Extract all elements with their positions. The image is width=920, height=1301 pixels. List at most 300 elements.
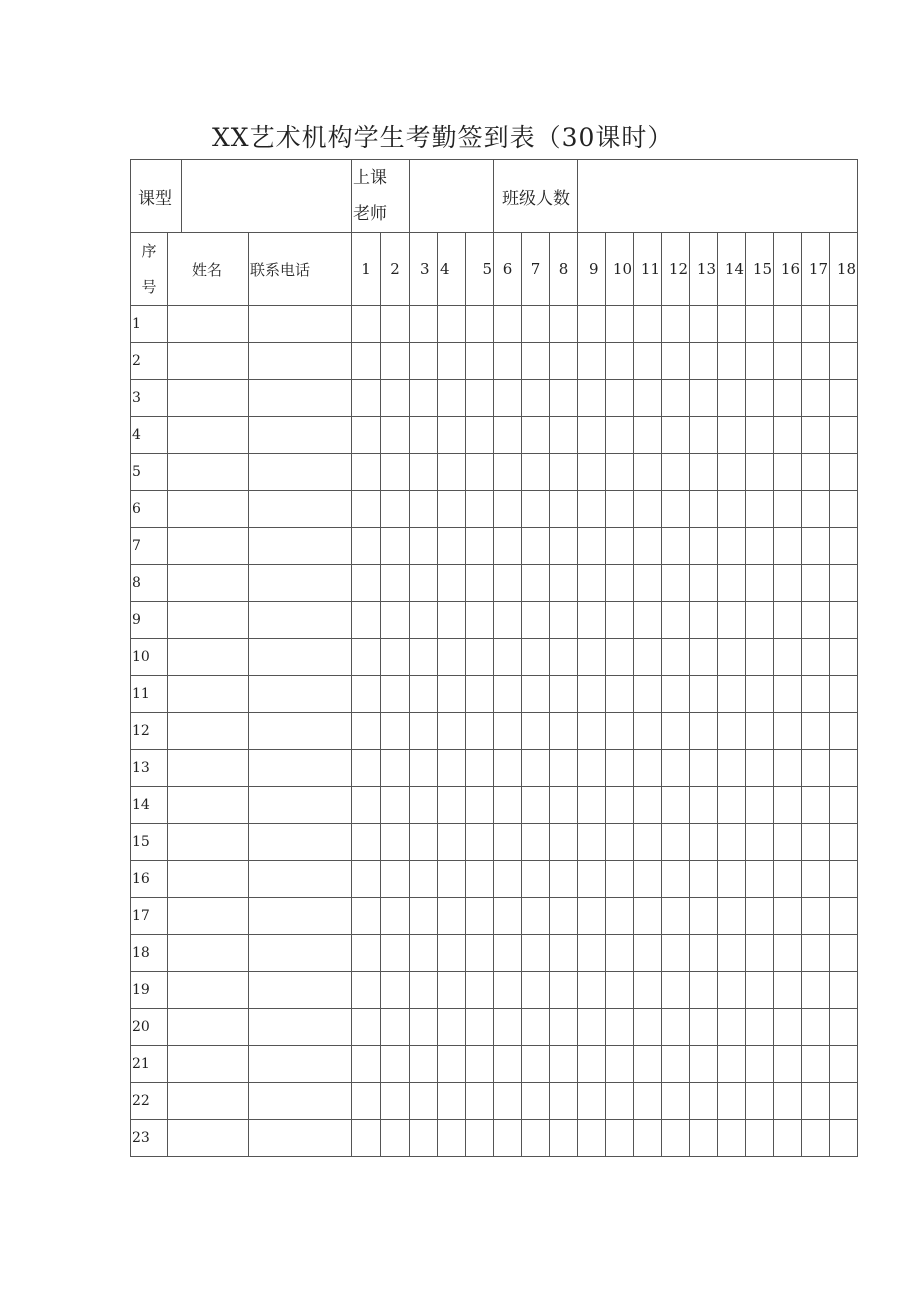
phone-cell[interactable] [249, 454, 352, 491]
attendance-cell-5[interactable] [466, 528, 494, 565]
phone-cell[interactable] [249, 713, 352, 750]
attendance-cell-13[interactable] [690, 750, 718, 787]
attendance-cell-16[interactable] [774, 454, 802, 491]
attendance-cell-8[interactable] [550, 1009, 578, 1046]
attendance-cell-16[interactable] [774, 787, 802, 824]
attendance-cell-18[interactable] [830, 528, 858, 565]
attendance-cell-8[interactable] [550, 861, 578, 898]
attendance-cell-7[interactable] [522, 713, 550, 750]
attendance-cell-13[interactable] [690, 528, 718, 565]
attendance-cell-4[interactable] [438, 824, 466, 861]
name-cell[interactable] [168, 676, 249, 713]
attendance-cell-13[interactable] [690, 935, 718, 972]
attendance-cell-14[interactable] [718, 639, 746, 676]
attendance-cell-3[interactable] [410, 491, 438, 528]
attendance-cell-10[interactable] [606, 898, 634, 935]
attendance-cell-14[interactable] [718, 787, 746, 824]
attendance-cell-17[interactable] [802, 454, 830, 491]
attendance-cell-4[interactable] [438, 417, 466, 454]
attendance-cell-16[interactable] [774, 602, 802, 639]
attendance-cell-8[interactable] [550, 343, 578, 380]
attendance-cell-2[interactable] [381, 898, 410, 935]
attendance-cell-2[interactable] [381, 713, 410, 750]
attendance-cell-4[interactable] [438, 306, 466, 343]
attendance-cell-8[interactable] [550, 417, 578, 454]
attendance-cell-2[interactable] [381, 602, 410, 639]
attendance-cell-11[interactable] [634, 824, 662, 861]
attendance-cell-11[interactable] [634, 528, 662, 565]
attendance-cell-18[interactable] [830, 898, 858, 935]
attendance-cell-3[interactable] [410, 528, 438, 565]
attendance-cell-13[interactable] [690, 824, 718, 861]
attendance-cell-3[interactable] [410, 306, 438, 343]
attendance-cell-15[interactable] [746, 972, 774, 1009]
attendance-cell-15[interactable] [746, 676, 774, 713]
attendance-cell-17[interactable] [802, 935, 830, 972]
attendance-cell-12[interactable] [662, 491, 690, 528]
attendance-cell-10[interactable] [606, 306, 634, 343]
attendance-cell-11[interactable] [634, 454, 662, 491]
phone-cell[interactable] [249, 787, 352, 824]
attendance-cell-4[interactable] [438, 380, 466, 417]
attendance-cell-12[interactable] [662, 898, 690, 935]
attendance-cell-8[interactable] [550, 750, 578, 787]
attendance-cell-12[interactable] [662, 380, 690, 417]
attendance-cell-10[interactable] [606, 380, 634, 417]
phone-cell[interactable] [249, 1009, 352, 1046]
attendance-cell-8[interactable] [550, 824, 578, 861]
attendance-cell-5[interactable] [466, 713, 494, 750]
attendance-cell-14[interactable] [718, 491, 746, 528]
attendance-cell-17[interactable] [802, 1120, 830, 1157]
attendance-cell-3[interactable] [410, 639, 438, 676]
attendance-cell-15[interactable] [746, 306, 774, 343]
phone-cell[interactable] [249, 417, 352, 454]
attendance-cell-5[interactable] [466, 750, 494, 787]
attendance-cell-14[interactable] [718, 1009, 746, 1046]
attendance-cell-10[interactable] [606, 1083, 634, 1120]
attendance-cell-11[interactable] [634, 343, 662, 380]
attendance-cell-17[interactable] [802, 1009, 830, 1046]
attendance-cell-5[interactable] [466, 1120, 494, 1157]
attendance-cell-15[interactable] [746, 417, 774, 454]
attendance-cell-18[interactable] [830, 565, 858, 602]
attendance-cell-2[interactable] [381, 454, 410, 491]
attendance-cell-3[interactable] [410, 861, 438, 898]
attendance-cell-4[interactable] [438, 343, 466, 380]
attendance-cell-4[interactable] [438, 1083, 466, 1120]
attendance-cell-3[interactable] [410, 380, 438, 417]
attendance-cell-6[interactable] [494, 306, 522, 343]
attendance-cell-12[interactable] [662, 565, 690, 602]
attendance-cell-12[interactable] [662, 639, 690, 676]
attendance-cell-16[interactable] [774, 676, 802, 713]
attendance-cell-17[interactable] [802, 380, 830, 417]
attendance-cell-6[interactable] [494, 454, 522, 491]
attendance-cell-6[interactable] [494, 824, 522, 861]
attendance-cell-10[interactable] [606, 750, 634, 787]
attendance-cell-14[interactable] [718, 824, 746, 861]
class-size-cell[interactable] [578, 160, 858, 233]
attendance-cell-5[interactable] [466, 676, 494, 713]
attendance-cell-14[interactable] [718, 676, 746, 713]
attendance-cell-17[interactable] [802, 824, 830, 861]
attendance-cell-18[interactable] [830, 454, 858, 491]
attendance-cell-6[interactable] [494, 491, 522, 528]
attendance-cell-1[interactable] [352, 750, 381, 787]
attendance-cell-8[interactable] [550, 306, 578, 343]
attendance-cell-10[interactable] [606, 1120, 634, 1157]
attendance-cell-8[interactable] [550, 602, 578, 639]
attendance-cell-2[interactable] [381, 491, 410, 528]
attendance-cell-7[interactable] [522, 565, 550, 602]
name-cell[interactable] [168, 528, 249, 565]
attendance-cell-1[interactable] [352, 306, 381, 343]
attendance-cell-15[interactable] [746, 602, 774, 639]
attendance-cell-1[interactable] [352, 565, 381, 602]
attendance-cell-15[interactable] [746, 787, 774, 824]
attendance-cell-13[interactable] [690, 676, 718, 713]
attendance-cell-16[interactable] [774, 343, 802, 380]
attendance-cell-17[interactable] [802, 528, 830, 565]
attendance-cell-13[interactable] [690, 1009, 718, 1046]
attendance-cell-12[interactable] [662, 1120, 690, 1157]
attendance-cell-5[interactable] [466, 824, 494, 861]
attendance-cell-4[interactable] [438, 1046, 466, 1083]
attendance-cell-7[interactable] [522, 861, 550, 898]
attendance-cell-14[interactable] [718, 750, 746, 787]
attendance-cell-7[interactable] [522, 602, 550, 639]
attendance-cell-12[interactable] [662, 602, 690, 639]
attendance-cell-18[interactable] [830, 861, 858, 898]
attendance-cell-13[interactable] [690, 1120, 718, 1157]
attendance-cell-4[interactable] [438, 787, 466, 824]
attendance-cell-10[interactable] [606, 861, 634, 898]
attendance-cell-9[interactable] [578, 861, 606, 898]
attendance-cell-14[interactable] [718, 1120, 746, 1157]
attendance-cell-16[interactable] [774, 528, 802, 565]
name-cell[interactable] [168, 787, 249, 824]
attendance-cell-9[interactable] [578, 528, 606, 565]
attendance-cell-2[interactable] [381, 1120, 410, 1157]
phone-cell[interactable] [249, 750, 352, 787]
phone-cell[interactable] [249, 1120, 352, 1157]
course-type-cell[interactable] [182, 160, 352, 233]
attendance-cell-2[interactable] [381, 639, 410, 676]
attendance-cell-7[interactable] [522, 750, 550, 787]
attendance-cell-6[interactable] [494, 1083, 522, 1120]
name-cell[interactable] [168, 1009, 249, 1046]
phone-cell[interactable] [249, 935, 352, 972]
attendance-cell-9[interactable] [578, 1120, 606, 1157]
attendance-cell-4[interactable] [438, 454, 466, 491]
attendance-cell-1[interactable] [352, 380, 381, 417]
attendance-cell-9[interactable] [578, 713, 606, 750]
attendance-cell-6[interactable] [494, 639, 522, 676]
phone-cell[interactable] [249, 1046, 352, 1083]
name-cell[interactable] [168, 343, 249, 380]
attendance-cell-10[interactable] [606, 602, 634, 639]
attendance-cell-9[interactable] [578, 1083, 606, 1120]
attendance-cell-14[interactable] [718, 1083, 746, 1120]
attendance-cell-11[interactable] [634, 935, 662, 972]
attendance-cell-6[interactable] [494, 417, 522, 454]
attendance-cell-4[interactable] [438, 935, 466, 972]
attendance-cell-12[interactable] [662, 1009, 690, 1046]
attendance-cell-1[interactable] [352, 1046, 381, 1083]
attendance-cell-10[interactable] [606, 787, 634, 824]
name-cell[interactable] [168, 1120, 249, 1157]
attendance-cell-1[interactable] [352, 528, 381, 565]
attendance-cell-17[interactable] [802, 861, 830, 898]
attendance-cell-17[interactable] [802, 417, 830, 454]
attendance-cell-3[interactable] [410, 898, 438, 935]
attendance-cell-6[interactable] [494, 972, 522, 1009]
attendance-cell-8[interactable] [550, 491, 578, 528]
attendance-cell-13[interactable] [690, 454, 718, 491]
attendance-cell-7[interactable] [522, 454, 550, 491]
attendance-cell-11[interactable] [634, 676, 662, 713]
attendance-cell-1[interactable] [352, 602, 381, 639]
attendance-cell-6[interactable] [494, 1120, 522, 1157]
attendance-cell-8[interactable] [550, 1083, 578, 1120]
phone-cell[interactable] [249, 639, 352, 676]
attendance-cell-8[interactable] [550, 1046, 578, 1083]
attendance-cell-1[interactable] [352, 898, 381, 935]
attendance-cell-9[interactable] [578, 898, 606, 935]
attendance-cell-18[interactable] [830, 824, 858, 861]
attendance-cell-6[interactable] [494, 1046, 522, 1083]
attendance-cell-2[interactable] [381, 676, 410, 713]
attendance-cell-15[interactable] [746, 1009, 774, 1046]
name-cell[interactable] [168, 935, 249, 972]
attendance-cell-17[interactable] [802, 565, 830, 602]
attendance-cell-9[interactable] [578, 602, 606, 639]
attendance-cell-12[interactable] [662, 861, 690, 898]
attendance-cell-18[interactable] [830, 1046, 858, 1083]
attendance-cell-10[interactable] [606, 1009, 634, 1046]
attendance-cell-2[interactable] [381, 972, 410, 1009]
attendance-cell-8[interactable] [550, 935, 578, 972]
attendance-cell-9[interactable] [578, 306, 606, 343]
attendance-cell-6[interactable] [494, 898, 522, 935]
attendance-cell-3[interactable] [410, 972, 438, 1009]
attendance-cell-12[interactable] [662, 306, 690, 343]
attendance-cell-10[interactable] [606, 639, 634, 676]
attendance-cell-6[interactable] [494, 713, 522, 750]
attendance-cell-6[interactable] [494, 380, 522, 417]
attendance-cell-18[interactable] [830, 787, 858, 824]
attendance-cell-15[interactable] [746, 491, 774, 528]
attendance-cell-5[interactable] [466, 1009, 494, 1046]
attendance-cell-8[interactable] [550, 713, 578, 750]
attendance-cell-1[interactable] [352, 491, 381, 528]
attendance-cell-11[interactable] [634, 1120, 662, 1157]
attendance-cell-15[interactable] [746, 824, 774, 861]
attendance-cell-12[interactable] [662, 343, 690, 380]
attendance-cell-11[interactable] [634, 417, 662, 454]
attendance-cell-18[interactable] [830, 380, 858, 417]
attendance-cell-15[interactable] [746, 343, 774, 380]
attendance-cell-16[interactable] [774, 565, 802, 602]
attendance-cell-15[interactable] [746, 565, 774, 602]
attendance-cell-15[interactable] [746, 639, 774, 676]
attendance-cell-12[interactable] [662, 676, 690, 713]
attendance-cell-12[interactable] [662, 750, 690, 787]
attendance-cell-8[interactable] [550, 454, 578, 491]
attendance-cell-16[interactable] [774, 935, 802, 972]
attendance-cell-9[interactable] [578, 565, 606, 602]
attendance-cell-4[interactable] [438, 602, 466, 639]
attendance-cell-10[interactable] [606, 935, 634, 972]
attendance-cell-11[interactable] [634, 491, 662, 528]
attendance-cell-10[interactable] [606, 491, 634, 528]
attendance-cell-1[interactable] [352, 972, 381, 1009]
attendance-cell-5[interactable] [466, 639, 494, 676]
phone-cell[interactable] [249, 528, 352, 565]
attendance-cell-10[interactable] [606, 343, 634, 380]
attendance-cell-10[interactable] [606, 713, 634, 750]
attendance-cell-13[interactable] [690, 602, 718, 639]
attendance-cell-14[interactable] [718, 417, 746, 454]
phone-cell[interactable] [249, 343, 352, 380]
attendance-cell-1[interactable] [352, 343, 381, 380]
attendance-cell-3[interactable] [410, 1009, 438, 1046]
attendance-cell-14[interactable] [718, 380, 746, 417]
attendance-cell-9[interactable] [578, 1046, 606, 1083]
attendance-cell-4[interactable] [438, 565, 466, 602]
attendance-cell-15[interactable] [746, 713, 774, 750]
phone-cell[interactable] [249, 565, 352, 602]
name-cell[interactable] [168, 639, 249, 676]
attendance-cell-6[interactable] [494, 676, 522, 713]
attendance-cell-12[interactable] [662, 787, 690, 824]
attendance-cell-4[interactable] [438, 861, 466, 898]
name-cell[interactable] [168, 972, 249, 1009]
name-cell[interactable] [168, 602, 249, 639]
attendance-cell-5[interactable] [466, 1083, 494, 1120]
attendance-cell-7[interactable] [522, 787, 550, 824]
attendance-cell-11[interactable] [634, 861, 662, 898]
attendance-cell-16[interactable] [774, 417, 802, 454]
attendance-cell-9[interactable] [578, 343, 606, 380]
attendance-cell-5[interactable] [466, 972, 494, 1009]
attendance-cell-8[interactable] [550, 972, 578, 1009]
phone-cell[interactable] [249, 676, 352, 713]
attendance-cell-18[interactable] [830, 935, 858, 972]
attendance-cell-11[interactable] [634, 750, 662, 787]
attendance-cell-9[interactable] [578, 787, 606, 824]
attendance-cell-3[interactable] [410, 1046, 438, 1083]
attendance-cell-15[interactable] [746, 898, 774, 935]
attendance-cell-8[interactable] [550, 528, 578, 565]
attendance-cell-15[interactable] [746, 750, 774, 787]
attendance-cell-3[interactable] [410, 713, 438, 750]
attendance-cell-4[interactable] [438, 676, 466, 713]
attendance-cell-2[interactable] [381, 861, 410, 898]
attendance-cell-4[interactable] [438, 972, 466, 1009]
attendance-cell-12[interactable] [662, 1083, 690, 1120]
attendance-cell-14[interactable] [718, 602, 746, 639]
attendance-cell-5[interactable] [466, 454, 494, 491]
attendance-cell-15[interactable] [746, 861, 774, 898]
attendance-cell-15[interactable] [746, 935, 774, 972]
attendance-cell-16[interactable] [774, 713, 802, 750]
attendance-cell-9[interactable] [578, 417, 606, 454]
attendance-cell-7[interactable] [522, 824, 550, 861]
attendance-cell-2[interactable] [381, 787, 410, 824]
attendance-cell-16[interactable] [774, 1046, 802, 1083]
attendance-cell-1[interactable] [352, 639, 381, 676]
attendance-cell-9[interactable] [578, 750, 606, 787]
attendance-cell-4[interactable] [438, 750, 466, 787]
attendance-cell-2[interactable] [381, 417, 410, 454]
phone-cell[interactable] [249, 380, 352, 417]
attendance-cell-8[interactable] [550, 639, 578, 676]
attendance-cell-13[interactable] [690, 972, 718, 1009]
attendance-cell-1[interactable] [352, 935, 381, 972]
attendance-cell-7[interactable] [522, 491, 550, 528]
attendance-cell-3[interactable] [410, 1083, 438, 1120]
attendance-cell-11[interactable] [634, 1046, 662, 1083]
attendance-cell-5[interactable] [466, 417, 494, 454]
attendance-cell-18[interactable] [830, 676, 858, 713]
phone-cell[interactable] [249, 861, 352, 898]
attendance-cell-5[interactable] [466, 343, 494, 380]
name-cell[interactable] [168, 1046, 249, 1083]
attendance-cell-12[interactable] [662, 824, 690, 861]
attendance-cell-17[interactable] [802, 787, 830, 824]
attendance-cell-17[interactable] [802, 676, 830, 713]
attendance-cell-10[interactable] [606, 528, 634, 565]
attendance-cell-2[interactable] [381, 306, 410, 343]
attendance-cell-2[interactable] [381, 1046, 410, 1083]
attendance-cell-7[interactable] [522, 343, 550, 380]
attendance-cell-8[interactable] [550, 565, 578, 602]
phone-cell[interactable] [249, 898, 352, 935]
attendance-cell-6[interactable] [494, 787, 522, 824]
attendance-cell-5[interactable] [466, 565, 494, 602]
attendance-cell-11[interactable] [634, 1009, 662, 1046]
attendance-cell-6[interactable] [494, 1009, 522, 1046]
attendance-cell-6[interactable] [494, 528, 522, 565]
attendance-cell-18[interactable] [830, 1009, 858, 1046]
attendance-cell-11[interactable] [634, 380, 662, 417]
attendance-cell-13[interactable] [690, 787, 718, 824]
attendance-cell-8[interactable] [550, 380, 578, 417]
attendance-cell-1[interactable] [352, 713, 381, 750]
attendance-cell-16[interactable] [774, 824, 802, 861]
attendance-cell-1[interactable] [352, 454, 381, 491]
attendance-cell-2[interactable] [381, 1009, 410, 1046]
attendance-cell-7[interactable] [522, 935, 550, 972]
attendance-cell-7[interactable] [522, 1046, 550, 1083]
attendance-cell-12[interactable] [662, 935, 690, 972]
attendance-cell-16[interactable] [774, 972, 802, 1009]
attendance-cell-9[interactable] [578, 972, 606, 1009]
attendance-cell-7[interactable] [522, 898, 550, 935]
attendance-cell-5[interactable] [466, 787, 494, 824]
attendance-cell-17[interactable] [802, 1046, 830, 1083]
phone-cell[interactable] [249, 972, 352, 1009]
attendance-cell-16[interactable] [774, 639, 802, 676]
attendance-cell-8[interactable] [550, 676, 578, 713]
attendance-cell-11[interactable] [634, 639, 662, 676]
name-cell[interactable] [168, 861, 249, 898]
attendance-cell-3[interactable] [410, 1120, 438, 1157]
attendance-cell-15[interactable] [746, 380, 774, 417]
attendance-cell-1[interactable] [352, 787, 381, 824]
